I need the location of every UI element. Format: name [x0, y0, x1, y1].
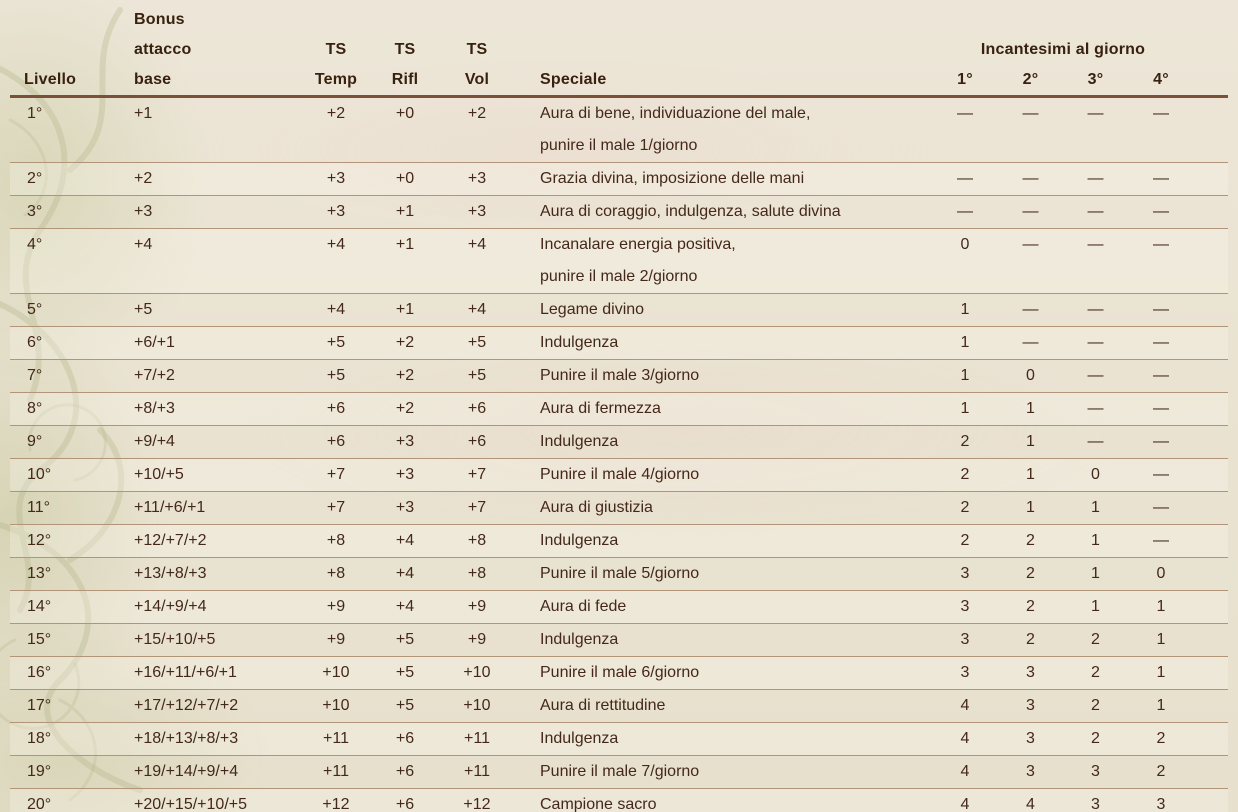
cell-bab: +20/+15/+10/+5: [134, 796, 247, 812]
cell-bab: +15/+10/+5: [134, 631, 216, 648]
cell-spec: Aura di coraggio, indulgenza, salute divina: [540, 203, 841, 220]
cell-spell: 0: [1026, 367, 1035, 384]
cell-spell: 1: [1026, 433, 1035, 450]
cell-temp: +9: [326, 631, 346, 648]
cell-level: 3°: [27, 203, 43, 220]
cell-spec: Indulgenza: [540, 631, 619, 648]
cell-spell: —: [1087, 367, 1104, 384]
cell-rifl: +3: [395, 433, 415, 450]
cell-spell: —: [1087, 203, 1104, 220]
cell-spec: Grazia divina, imposizione delle mani: [540, 170, 805, 187]
table-row: [10, 98, 1228, 163]
header-ts-vol: Vol: [464, 71, 490, 88]
cell-bab: +11/+6/+1: [134, 499, 206, 516]
cell-spell: 4: [960, 763, 970, 780]
cell-rifl: +2: [395, 400, 415, 417]
header-livello: Livello: [24, 71, 77, 88]
cell-spell: —: [1153, 236, 1169, 253]
table-row: [10, 294, 1228, 327]
cell-level: 4°: [27, 236, 43, 253]
cell-spec: Indulgenza: [540, 730, 619, 747]
header-spells-per-day-group: Incantesimi al giorno: [980, 41, 1146, 58]
cell-spec: Aura di giustizia: [540, 499, 653, 516]
table-row: [10, 756, 1228, 789]
cell-vol: +4: [467, 236, 487, 253]
cell-level: 15°: [27, 631, 52, 648]
cell-temp: +3: [326, 203, 346, 220]
cell-temp: +4: [326, 236, 346, 253]
table-row: [10, 327, 1228, 360]
cell-spell: 3: [1026, 730, 1035, 747]
cell-vol: +7: [467, 499, 487, 516]
cell-spell: 2: [1091, 730, 1100, 747]
cell-spell: 2: [960, 466, 970, 483]
cell-spell: 2: [1091, 664, 1100, 681]
cell-rifl: +6: [395, 796, 415, 812]
cell-vol: +6: [467, 400, 487, 417]
cell-spell: —: [1087, 400, 1104, 417]
cell-spell: 2: [1026, 532, 1035, 549]
cell-spell: 1: [1091, 565, 1100, 582]
cell-vol: +6: [467, 433, 487, 450]
cell-spell: —: [1153, 367, 1169, 384]
cell-spell: 1: [960, 334, 970, 351]
cell-level: 20°: [27, 796, 52, 812]
table-row: [10, 393, 1228, 426]
cell-spell: —: [1153, 105, 1169, 122]
cell-rifl: +5: [395, 664, 415, 681]
cell-spell: 2: [960, 499, 970, 516]
cell-bab: +18/+13/+8/+3: [134, 730, 239, 747]
cell-spec: Aura di bene, individuazione del male, punire il male 1/giorno: [540, 105, 811, 154]
cell-spell: —: [1153, 499, 1169, 516]
cell-rifl: +5: [395, 697, 415, 714]
cell-level: 11°: [27, 499, 51, 516]
header-spell-level-1: 1°: [957, 71, 973, 88]
header-spell-level-2: 2°: [1022, 71, 1039, 88]
cell-rifl: +2: [395, 334, 415, 351]
cell-bab: +12/+7/+2: [134, 532, 207, 549]
cell-spell: 1: [1156, 664, 1166, 681]
cell-temp: +8: [326, 565, 346, 582]
cell-rifl: +4: [395, 565, 415, 582]
cell-vol: +9: [467, 598, 487, 615]
cell-vol: +3: [467, 203, 487, 220]
cell-spell: 3: [1026, 664, 1035, 681]
cell-temp: +8: [326, 532, 346, 549]
cell-spell: —: [1153, 334, 1169, 351]
cell-rifl: +6: [395, 730, 415, 747]
cell-spell: 2: [1026, 631, 1035, 648]
cell-vol: +11: [464, 763, 490, 780]
table-row: [10, 657, 1228, 690]
header-ts-rifl: Rifl: [391, 71, 419, 88]
cell-rifl: +0: [395, 170, 415, 187]
cell-spell: —: [1087, 170, 1104, 187]
table-row: [10, 789, 1228, 812]
cell-spell: —: [1022, 203, 1039, 220]
cell-spell: —: [1087, 105, 1104, 122]
cell-spell: —: [1087, 236, 1104, 253]
cell-temp: +6: [326, 400, 346, 417]
cell-spell: —: [1022, 301, 1039, 318]
cell-bab: +6/+1: [134, 334, 175, 351]
cell-rifl: +4: [395, 532, 415, 549]
cell-spell: 4: [960, 796, 970, 812]
cell-spell: 3: [1156, 796, 1166, 812]
cell-spell: 3: [1026, 697, 1035, 714]
cell-rifl: +5: [395, 631, 415, 648]
cell-temp: +5: [326, 367, 346, 384]
cell-spell: —: [1153, 400, 1169, 417]
cell-bab: +13/+8/+3: [134, 565, 207, 582]
header-spell-level-4: 4°: [1153, 71, 1169, 88]
cell-spell: 0: [960, 236, 970, 253]
cell-temp: +7: [326, 466, 346, 483]
cell-bab: +17/+12/+7/+2: [134, 697, 239, 714]
cell-rifl: +1: [395, 301, 415, 318]
cell-spell: 2: [1091, 631, 1100, 648]
table-row: [10, 360, 1228, 393]
header-bab-line1: Bonus: [134, 11, 185, 28]
cell-spell: —: [1153, 433, 1169, 450]
cell-spell: 3: [960, 565, 970, 582]
cell-spec: Punire il male 6/giorno: [540, 664, 700, 681]
header-row-3: [10, 65, 1228, 95]
header-ts-vol-top: TS: [466, 41, 488, 58]
cell-rifl: +2: [395, 367, 415, 384]
table-row: [10, 558, 1228, 591]
table-row: [10, 163, 1228, 196]
cell-spell: 4: [1026, 796, 1035, 812]
cell-spell: —: [957, 170, 973, 187]
cell-vol: +5: [467, 367, 487, 384]
cell-temp: +11: [323, 763, 349, 780]
cell-temp: +4: [326, 301, 346, 318]
cell-temp: +10: [322, 664, 350, 681]
table-row: [10, 196, 1228, 229]
cell-spell: 3: [1091, 796, 1100, 812]
cell-bab: +1: [134, 105, 153, 122]
cell-temp: +10: [322, 697, 350, 714]
header-spell-level-3: 3°: [1087, 71, 1104, 88]
cell-level: 13°: [27, 565, 52, 582]
table-row: [10, 459, 1228, 492]
cell-spell: —: [1022, 334, 1039, 351]
cell-spell: 1: [1026, 400, 1035, 417]
cell-temp: +3: [326, 170, 346, 187]
cell-level: 17°: [27, 697, 52, 714]
cell-temp: +12: [322, 796, 350, 812]
cell-vol: +8: [467, 532, 487, 549]
header-ts-temp-top: TS: [325, 41, 347, 58]
cell-bab: +5: [134, 301, 153, 318]
cell-spell: —: [1153, 301, 1169, 318]
cell-spell: 1: [1156, 631, 1166, 648]
cell-spec: Punire il male 7/giorno: [540, 763, 700, 780]
cell-spell: 1: [960, 301, 970, 318]
cell-spec: Punire il male 3/giorno: [540, 367, 700, 384]
cell-rifl: +1: [395, 203, 415, 220]
cell-temp: +7: [326, 499, 346, 516]
cell-level: 2°: [27, 170, 43, 187]
cell-rifl: +3: [395, 499, 415, 516]
cell-spell: 3: [1091, 763, 1100, 780]
cell-spec: Aura di fermezza: [540, 400, 661, 417]
header-row-2: [10, 35, 1228, 65]
cell-spell: 2: [1156, 763, 1166, 780]
cell-spec: Indulgenza: [540, 433, 619, 450]
cell-vol: +9: [467, 631, 487, 648]
cell-spec: Indulgenza: [540, 334, 619, 351]
header-ts-rifl-top: TS: [394, 41, 416, 58]
cell-level: 7°: [27, 367, 43, 384]
table-row: [10, 525, 1228, 558]
cell-rifl: +6: [395, 763, 415, 780]
table-row: [10, 723, 1228, 756]
cell-spell: 1: [1091, 598, 1100, 615]
cell-temp: +2: [326, 105, 346, 122]
table-row: [10, 690, 1228, 723]
cell-bab: +10/+5: [134, 466, 184, 483]
cell-spell: 3: [960, 631, 970, 648]
cell-spell: 3: [960, 598, 970, 615]
cell-bab: +2: [134, 170, 153, 187]
cell-spec: Aura di rettitudine: [540, 697, 666, 714]
cell-spell: 1: [960, 367, 970, 384]
table-row: [10, 426, 1228, 459]
cell-level: 10°: [27, 466, 52, 483]
cell-spell: 1: [1026, 466, 1035, 483]
cell-level: 6°: [27, 334, 43, 351]
cell-bab: +9/+4: [134, 433, 175, 450]
cell-spell: 2: [960, 532, 970, 549]
cell-spell: 0: [1156, 565, 1166, 582]
cell-level: 9°: [27, 433, 43, 450]
cell-vol: +2: [467, 105, 487, 122]
cell-spell: —: [957, 105, 973, 122]
cell-rifl: +3: [395, 466, 415, 483]
cell-bab: +8/+3: [134, 400, 175, 417]
header-row-1: [10, 5, 1228, 35]
table-row: [10, 591, 1228, 624]
cell-vol: +10: [463, 697, 491, 714]
cell-vol: +10: [463, 664, 491, 681]
cell-level: 8°: [27, 400, 43, 417]
cell-vol: +4: [467, 301, 487, 318]
cell-temp: +5: [326, 334, 346, 351]
cell-level: 16°: [27, 664, 52, 681]
cell-rifl: +0: [395, 105, 415, 122]
cell-bab: +16/+11/+6/+1: [134, 664, 237, 681]
cell-spell: 2: [1156, 730, 1166, 747]
cell-spec: Punire il male 4/giorno: [540, 466, 700, 483]
cell-spell: 1: [1026, 499, 1035, 516]
cell-spell: —: [1153, 466, 1169, 483]
cell-spell: 3: [960, 664, 970, 681]
cell-spec: Aura di fede: [540, 598, 627, 615]
paladin-class-table: [10, 0, 1228, 812]
cell-spell: 1: [1156, 697, 1166, 714]
cell-bab: +7/+2: [134, 367, 175, 384]
cell-spell: —: [1087, 334, 1104, 351]
cell-spell: —: [1022, 170, 1039, 187]
cell-spell: 1: [960, 400, 970, 417]
cell-rifl: +1: [395, 236, 415, 253]
cell-spec: Campione sacro: [540, 796, 657, 812]
cell-spec: Punire il male 5/giorno: [540, 565, 700, 582]
cell-rifl: +4: [395, 598, 415, 615]
header-speciale: Speciale: [540, 71, 607, 88]
cell-temp: +6: [326, 433, 346, 450]
cell-spell: —: [1022, 236, 1039, 253]
cell-level: 18°: [27, 730, 52, 747]
cell-spell: 4: [960, 697, 970, 714]
cell-spell: 0: [1091, 466, 1100, 483]
cell-spell: 3: [1026, 763, 1035, 780]
cell-spec: Incanalare energia positiva, punire il male 2/giorno: [540, 236, 736, 285]
cell-spell: 4: [960, 730, 970, 747]
cell-vol: +12: [463, 796, 491, 812]
header-bab-line2: attacco: [134, 41, 192, 58]
cell-spell: —: [1153, 532, 1169, 549]
cell-spell: —: [1153, 170, 1169, 187]
table-body: [10, 98, 1228, 812]
cell-level: 12°: [27, 532, 52, 549]
cell-spell: —: [1022, 105, 1039, 122]
header-ts-temp: Temp: [314, 71, 358, 88]
cell-spell: 2: [960, 433, 970, 450]
cell-bab: +19/+14/+9/+4: [134, 763, 239, 780]
cell-temp: +11: [323, 730, 349, 747]
cell-bab: +4: [134, 236, 153, 253]
header-bab-line3: base: [134, 71, 172, 88]
cell-level: 5°: [27, 301, 43, 318]
cell-spell: 2: [1026, 598, 1035, 615]
cell-spell: —: [1153, 203, 1169, 220]
cell-spell: 1: [1091, 532, 1100, 549]
cell-level: 14°: [27, 598, 52, 615]
table-header: [10, 0, 1228, 98]
cell-spell: 2: [1091, 697, 1100, 714]
cell-spec: Legame divino: [540, 301, 645, 318]
table-row: [10, 492, 1228, 525]
cell-vol: +7: [467, 466, 487, 483]
cell-spell: 1: [1091, 499, 1100, 516]
cell-vol: +5: [467, 334, 487, 351]
cell-spell: —: [1087, 301, 1104, 318]
table-row: [10, 624, 1228, 657]
cell-vol: +3: [467, 170, 487, 187]
table-row: [10, 229, 1228, 294]
cell-spell: —: [957, 203, 973, 220]
cell-spell: 2: [1026, 565, 1035, 582]
cell-bab: +14/+9/+4: [134, 598, 207, 615]
cell-vol: +8: [467, 565, 487, 582]
cell-bab: +3: [134, 203, 153, 220]
cell-level: 1°: [27, 105, 43, 122]
cell-spell: —: [1087, 433, 1104, 450]
cell-spell: 1: [1156, 598, 1166, 615]
cell-vol: +11: [464, 730, 490, 747]
cell-temp: +9: [326, 598, 346, 615]
cell-level: 19°: [27, 763, 52, 780]
cell-spec: Indulgenza: [540, 532, 619, 549]
